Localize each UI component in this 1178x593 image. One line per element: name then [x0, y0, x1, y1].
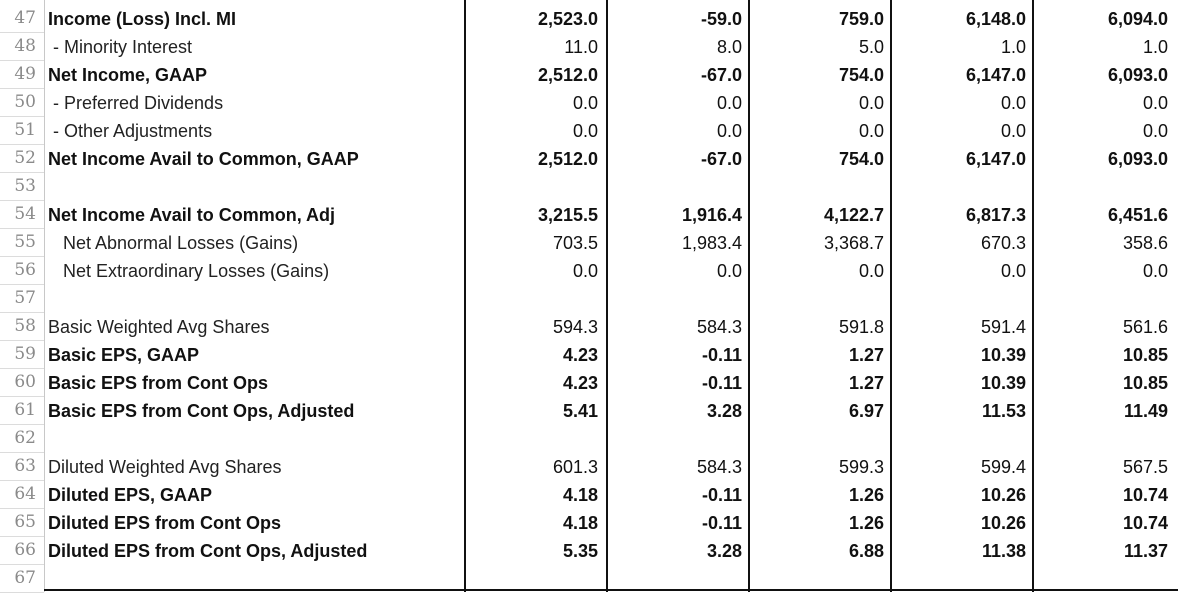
row-label-cell[interactable]: [48, 284, 458, 312]
row-number[interactable]: 55: [14, 232, 36, 252]
table-row: [44, 340, 1178, 368]
value-cell[interactable]: 10.39: [980, 345, 1026, 365]
row-number[interactable]: 50: [14, 92, 36, 112]
row-label-cell[interactable]: [48, 172, 458, 200]
value-cell[interactable]: 358.6: [1122, 233, 1168, 253]
row-label-cell[interactable]: Diluted EPS from Cont Ops, Adjusted: [48, 541, 368, 561]
row-number[interactable]: 54: [14, 204, 36, 224]
table-row: [44, 452, 1178, 480]
row-header-column: [0, 0, 45, 592]
value-cell[interactable]: 3.28: [706, 401, 742, 421]
value-cell[interactable]: -59.0: [700, 9, 742, 29]
table-row: [44, 396, 1178, 424]
value-cell[interactable]: -0.11: [701, 373, 742, 393]
value-cell[interactable]: [608, 424, 748, 452]
value-cell[interactable]: 6.88: [848, 541, 884, 561]
row-label-cell[interactable]: Income (Loss) Incl. MI: [48, 9, 237, 29]
value-cell[interactable]: 1.27: [848, 373, 884, 393]
value-cell[interactable]: 0.0: [716, 261, 742, 281]
value-cell[interactable]: 4.23: [562, 373, 598, 393]
value-cell[interactable]: 591.4: [980, 317, 1026, 337]
table-row: [44, 228, 1178, 256]
value-cell[interactable]: 754.0: [838, 149, 884, 169]
value-cell[interactable]: 3,368.7: [823, 233, 884, 253]
row-number[interactable]: 48: [14, 36, 36, 56]
value-cell[interactable]: 0.0: [1142, 93, 1168, 113]
row-number[interactable]: 47: [14, 8, 36, 28]
row-number[interactable]: 64: [14, 484, 36, 504]
table-row: [44, 368, 1178, 396]
table-row: [44, 60, 1178, 88]
value-cell[interactable]: [750, 284, 890, 312]
table-row: [44, 508, 1178, 536]
table-row: [44, 480, 1178, 508]
value-cell[interactable]: [1034, 284, 1174, 312]
value-cell[interactable]: 567.5: [1122, 457, 1168, 477]
value-cell[interactable]: 10.39: [980, 373, 1026, 393]
value-cell[interactable]: [466, 564, 604, 592]
row-number[interactable]: 56: [14, 260, 36, 280]
table-row: [44, 32, 1178, 60]
value-cell[interactable]: 5.0: [858, 37, 884, 57]
value-cell[interactable]: 670.3: [980, 233, 1026, 253]
value-cell[interactable]: 6,094.0: [1107, 9, 1168, 29]
value-cell[interactable]: -0.11: [701, 513, 742, 533]
value-cell[interactable]: -0.11: [701, 485, 742, 505]
cell-grid: [44, 0, 1178, 592]
value-cell[interactable]: 1,916.4: [681, 205, 742, 225]
value-cell[interactable]: [466, 424, 604, 452]
row-label-cell[interactable]: Diluted Weighted Avg Shares: [48, 457, 282, 477]
value-cell[interactable]: [466, 172, 604, 200]
value-cell[interactable]: 6,093.0: [1107, 65, 1168, 85]
value-cell[interactable]: 1.0: [1000, 37, 1026, 57]
value-cell[interactable]: 10.74: [1122, 485, 1168, 505]
value-cell[interactable]: 5.35: [562, 541, 598, 561]
row-label-cell[interactable]: - Minority Interest: [48, 37, 193, 57]
value-cell[interactable]: [608, 284, 748, 312]
table-row: [44, 88, 1178, 116]
value-cell[interactable]: [750, 564, 890, 592]
row-label-cell[interactable]: Diluted EPS from Cont Ops: [48, 513, 282, 533]
row-number[interactable]: 58: [14, 316, 36, 336]
row-label-cell[interactable]: Basic EPS, GAAP: [48, 345, 200, 365]
value-cell[interactable]: 759.0: [838, 9, 884, 29]
value-cell[interactable]: 0.0: [858, 93, 884, 113]
value-cell[interactable]: 10.74: [1122, 513, 1168, 533]
value-cell[interactable]: 601.3: [552, 457, 598, 477]
value-cell[interactable]: 591.8: [838, 317, 884, 337]
value-cell[interactable]: 6,147.0: [965, 149, 1026, 169]
value-cell[interactable]: 8.0: [716, 37, 742, 57]
value-cell[interactable]: 1.26: [848, 513, 884, 533]
value-cell[interactable]: 10.26: [980, 513, 1026, 533]
row-label-cell[interactable]: Net Extraordinary Losses (Gains): [48, 261, 330, 281]
table-row: [44, 172, 1178, 200]
value-cell[interactable]: -67.0: [700, 149, 742, 169]
value-cell[interactable]: 6,451.6: [1107, 205, 1168, 225]
table-row: [44, 144, 1178, 172]
value-cell[interactable]: 2,523.0: [537, 9, 598, 29]
value-cell[interactable]: 703.5: [552, 233, 598, 253]
table-row: [44, 200, 1178, 228]
value-cell[interactable]: 599.4: [980, 457, 1026, 477]
value-cell[interactable]: -0.11: [701, 345, 742, 365]
table-row: [44, 256, 1178, 284]
value-cell[interactable]: 594.3: [552, 317, 598, 337]
value-cell[interactable]: 11.38: [981, 541, 1026, 561]
value-cell[interactable]: 4.18: [562, 485, 598, 505]
value-cell[interactable]: 5.41: [562, 401, 598, 421]
row-label-cell[interactable]: Net Income Avail to Common, Adj: [48, 205, 336, 225]
value-cell[interactable]: 4,122.7: [823, 205, 884, 225]
value-cell[interactable]: 11.53: [981, 401, 1026, 421]
row-label-cell[interactable]: [48, 424, 458, 452]
value-cell[interactable]: 0.0: [572, 261, 598, 281]
value-cell[interactable]: 0.0: [716, 121, 742, 141]
value-cell[interactable]: 561.6: [1122, 317, 1168, 337]
table-row: [44, 564, 1178, 592]
value-cell[interactable]: [1034, 172, 1174, 200]
row-label-cell[interactable]: Diluted EPS, GAAP: [48, 485, 213, 505]
value-cell[interactable]: 0.0: [1142, 261, 1168, 281]
row-number[interactable]: 63: [14, 456, 36, 476]
table-row: [44, 116, 1178, 144]
value-cell[interactable]: 0.0: [1000, 261, 1026, 281]
value-cell[interactable]: [750, 424, 890, 452]
value-cell[interactable]: 0.0: [858, 261, 884, 281]
value-cell[interactable]: 1.26: [848, 485, 884, 505]
value-cell[interactable]: 584.3: [696, 317, 742, 337]
row-label-cell[interactable]: Basic EPS from Cont Ops: [48, 373, 269, 393]
row-number[interactable]: 65: [14, 512, 36, 532]
value-cell[interactable]: 0.0: [858, 121, 884, 141]
row-number[interactable]: 53: [14, 176, 36, 196]
row-number[interactable]: 49: [14, 64, 36, 84]
value-cell[interactable]: 2,512.0: [537, 149, 598, 169]
value-cell[interactable]: 6,817.3: [965, 205, 1026, 225]
value-cell[interactable]: 599.3: [838, 457, 884, 477]
value-cell[interactable]: [608, 564, 748, 592]
row-label-cell[interactable]: Net Abnormal Losses (Gains): [48, 233, 299, 253]
value-cell[interactable]: 0.0: [716, 93, 742, 113]
value-cell[interactable]: 1.27: [848, 345, 884, 365]
value-cell[interactable]: 10.85: [1122, 373, 1168, 393]
row-label-cell[interactable]: Net Income, GAAP: [48, 65, 208, 85]
row-label-cell[interactable]: Basic Weighted Avg Shares: [48, 317, 270, 337]
value-cell[interactable]: -67.0: [700, 65, 742, 85]
value-cell[interactable]: 0.0: [572, 121, 598, 141]
row-number[interactable]: 59: [14, 344, 36, 364]
value-cell[interactable]: [466, 284, 604, 312]
row-number[interactable]: 67: [14, 568, 36, 588]
value-cell[interactable]: [892, 172, 1032, 200]
value-cell[interactable]: 6,148.0: [965, 9, 1026, 29]
row-label-cell[interactable]: - Other Adjustments: [48, 121, 213, 141]
row-number[interactable]: 60: [14, 372, 36, 392]
row-label-cell[interactable]: [48, 564, 458, 592]
value-cell[interactable]: 6,093.0: [1107, 149, 1168, 169]
value-cell[interactable]: 4.23: [562, 345, 598, 365]
value-cell[interactable]: [892, 424, 1032, 452]
value-cell[interactable]: 11.0: [564, 37, 598, 57]
table-row: [44, 4, 1178, 32]
row-number[interactable]: 51: [14, 120, 36, 140]
row-label-cell[interactable]: Net Income Avail to Common, GAAP: [48, 149, 359, 169]
value-cell[interactable]: 1,983.4: [681, 233, 742, 253]
value-cell[interactable]: 754.0: [838, 65, 884, 85]
value-cell[interactable]: 10.26: [980, 485, 1026, 505]
value-cell[interactable]: 584.3: [696, 457, 742, 477]
table-row: [44, 424, 1178, 452]
row-number[interactable]: 61: [14, 400, 36, 420]
table-row: [44, 536, 1178, 564]
value-cell[interactable]: 11.49: [1123, 401, 1168, 421]
value-cell[interactable]: 0.0: [1000, 121, 1026, 141]
value-cell[interactable]: [1034, 424, 1174, 452]
value-cell[interactable]: 6.97: [848, 401, 884, 421]
value-cell[interactable]: 2,512.0: [537, 65, 598, 85]
table-row: [44, 284, 1178, 312]
table-row: [44, 312, 1178, 340]
value-cell[interactable]: 0.0: [1000, 93, 1026, 113]
value-cell[interactable]: [892, 284, 1032, 312]
value-cell[interactable]: [1034, 564, 1174, 592]
value-cell[interactable]: 1.0: [1142, 37, 1168, 57]
row-number[interactable]: 57: [14, 288, 36, 308]
value-cell[interactable]: 0.0: [572, 93, 598, 113]
value-cell[interactable]: [608, 172, 748, 200]
value-cell[interactable]: 0.0: [1142, 121, 1168, 141]
row-label-cell[interactable]: - Preferred Dividends: [48, 93, 224, 113]
value-cell[interactable]: 4.18: [562, 513, 598, 533]
row-label-cell[interactable]: Basic EPS from Cont Ops, Adjusted: [48, 401, 355, 421]
value-cell[interactable]: 6,147.0: [965, 65, 1026, 85]
row-number[interactable]: 52: [14, 148, 36, 168]
row-number[interactable]: 66: [14, 540, 36, 560]
value-cell[interactable]: 3,215.5: [537, 205, 598, 225]
value-cell[interactable]: 11.37: [1123, 541, 1168, 561]
row-number[interactable]: 62: [14, 428, 36, 448]
value-cell[interactable]: [750, 172, 890, 200]
value-cell[interactable]: [892, 564, 1032, 592]
value-cell[interactable]: 10.85: [1122, 345, 1168, 365]
value-cell[interactable]: 3.28: [706, 541, 742, 561]
